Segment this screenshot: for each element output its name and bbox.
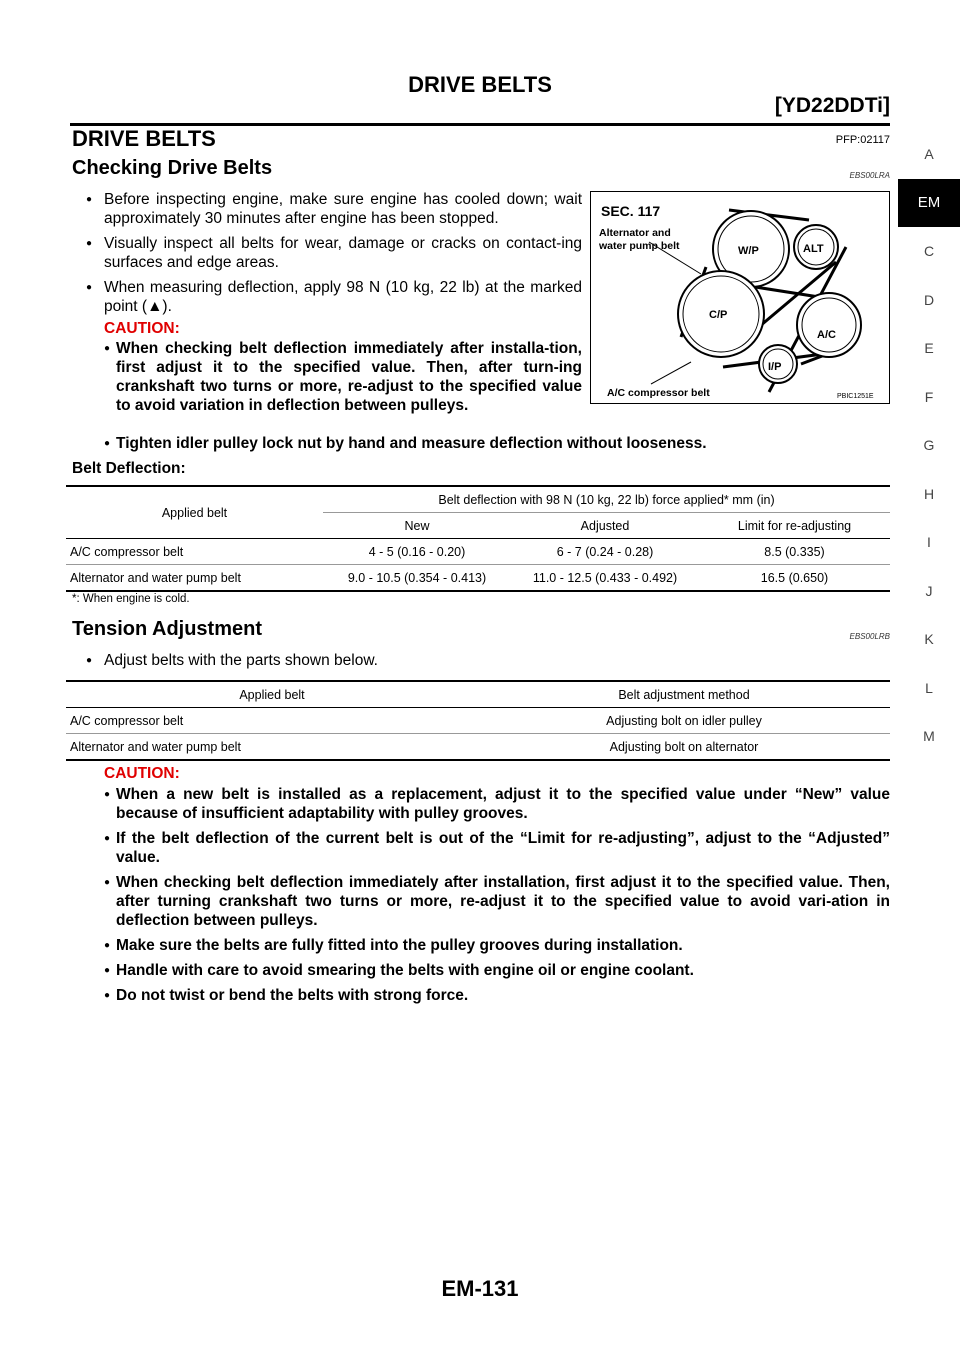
list-item: ● Tighten idler pulley lock nut by hand and measure deflection without looseness. — [104, 434, 890, 453]
table-cell: A/C compressor belt — [70, 713, 184, 728]
adjustment-table — [66, 680, 890, 761]
col-applied-belt: Applied belt — [239, 687, 305, 702]
list-item: ● Before inspecting engine, make sure engine has cooled down; wait approximately 30 minutes after engine has been stopped. — [72, 190, 582, 228]
side-tab-k[interactable]: K — [924, 631, 934, 647]
header-deflection-span: Belt deflection with 98 N (10 kg, 22 lb) force applied* mm (in) — [323, 486, 890, 513]
col-adjustment-method: Belt adjustment method — [618, 687, 750, 702]
fig-sec: SEC. 117 — [601, 203, 661, 219]
section-title: DRIVE BELTS — [72, 126, 216, 151]
tension-cautions — [104, 785, 890, 1011]
table-cell: A/C compressor belt — [70, 544, 184, 559]
table-cell: Alternator and water pump belt — [70, 570, 241, 585]
side-tab-c[interactable]: C — [923, 243, 935, 259]
list-item: ● Make sure the belts are fully fitted into the pulley grooves during installation. — [104, 936, 890, 955]
table-cell: Adjusting bolt on idler pulley — [606, 713, 762, 728]
belt-diagram — [590, 191, 890, 404]
fig-alt-belt-label-2: water pump belt — [599, 240, 680, 252]
tension-code: EBS00LRB — [849, 632, 890, 641]
list-item: ● Handle with care to avoid smearing the belts with engine oil or engine coolant. — [104, 961, 890, 980]
table-row — [66, 539, 890, 565]
table-row — [66, 565, 890, 592]
table-cell: Adjusting bolt on alternator — [609, 739, 759, 754]
list-item: ● Visually inspect all belts for wear, damage or cracks on contact-ing surfaces and edge areas. — [72, 234, 582, 272]
deflection-title: Belt Deflection: — [72, 460, 186, 477]
table-cell: 6 - 7 (0.24 - 0.28) — [556, 544, 654, 559]
table-cell: 16.5 (0.650) — [760, 570, 829, 585]
fig-ac: A/C — [817, 329, 836, 341]
tension-bullets — [72, 651, 858, 676]
tension-caution-label: CAUTION: — [104, 765, 180, 782]
side-tab-h[interactable]: H — [923, 485, 935, 502]
deflection-footnote: *: When engine is cold. — [72, 593, 190, 605]
page-number: EM-131 — [441, 1276, 519, 1301]
side-tab-a[interactable]: A — [924, 146, 934, 162]
col-limit: Limit for re-adjusting — [737, 518, 852, 533]
list-item: ● When checking belt deflection immediately after installa-tion, first adjust it to the specified value. Then, after turn-ing crankshaft two turns or more, re-adjust to the specified value to avoid variation in deflection between pulleys. — [104, 339, 582, 415]
header-title: DRIVE BELTS — [408, 72, 552, 97]
col-adjusted: Adjusted — [580, 518, 630, 533]
checking-cautions-wide — [104, 434, 890, 459]
table-row — [66, 734, 890, 761]
belt-diagram-svg — [591, 192, 889, 403]
fig-alt: ALT — [803, 243, 824, 255]
side-tab-e[interactable]: E — [924, 340, 934, 356]
checking-title: Checking Drive Belts — [72, 157, 273, 179]
list-item: ● Adjust belts with the parts shown below. — [72, 651, 858, 670]
list-item: ● If the belt deflection of the current belt is out of the “Limit for re-adjusting”, adjust to the “Adjusted” value. — [104, 829, 890, 867]
side-tab-l[interactable]: L — [925, 679, 933, 696]
tension-title: Tension Adjustment — [72, 618, 262, 640]
side-tab-j[interactable]: J — [925, 582, 933, 599]
side-tab-g[interactable]: G — [923, 437, 935, 453]
caution-label: CAUTION: — [104, 320, 180, 337]
col-new: New — [404, 518, 430, 533]
header-subtitle: [YD22DDTi] — [774, 94, 890, 117]
fig-code: PBIC1251E — [837, 393, 874, 400]
side-tab-m[interactable]: M — [923, 728, 935, 744]
table-cell: 4 - 5 (0.16 - 0.20) — [368, 544, 466, 559]
fig-wp: W/P — [738, 245, 759, 257]
side-tab-d[interactable]: D — [923, 291, 935, 308]
side-tab-f[interactable]: F — [924, 388, 934, 405]
table-cell: 8.5 (0.335) — [764, 544, 825, 559]
deflection-table — [66, 485, 890, 592]
side-tabs — [898, 130, 960, 761]
section-code: PFP:02117 — [835, 134, 890, 146]
table-cell: 11.0 - 12.5 (0.433 - 0.492) — [532, 570, 678, 585]
list-item: ● Do not twist or bend the belts with strong force. — [104, 986, 890, 1005]
fig-ip: I/P — [768, 361, 782, 373]
fig-cp: C/P — [709, 309, 728, 321]
list-item: ● When checking belt deflection immediately after installation, first adjust it to the specified value. Then, after turning crankshaft two turns or more, re-adjust it to the specified value to avoid vari-ation in deflection between pulleys. — [104, 873, 890, 930]
header-applied-belt: Applied belt — [66, 486, 323, 539]
side-tab-i[interactable]: I — [927, 534, 931, 550]
table-cell: 9.0 - 10.5 (0.354 - 0.413) — [347, 570, 487, 585]
checking-cautions — [104, 339, 582, 421]
list-item: ● When measuring deflection, apply 98 N (10 kg, 22 lb) at the marked point (▲). — [72, 278, 582, 316]
checking-code: EBS00LRA — [849, 171, 890, 180]
checking-bullets — [72, 190, 582, 322]
fig-alt-belt-label-1: Alternator and — [599, 227, 671, 239]
table-row — [66, 708, 890, 734]
side-tab-em[interactable]: EM — [898, 179, 960, 228]
fig-ac-belt-label: A/C compressor belt — [607, 387, 710, 399]
table-cell: Alternator and water pump belt — [70, 739, 241, 754]
ac-pulley — [797, 293, 861, 357]
list-item: ● When a new belt is installed as a replacement, adjust it to the specified value under “New” value because of insufficient adaptability with pulley grooves. — [104, 785, 890, 823]
